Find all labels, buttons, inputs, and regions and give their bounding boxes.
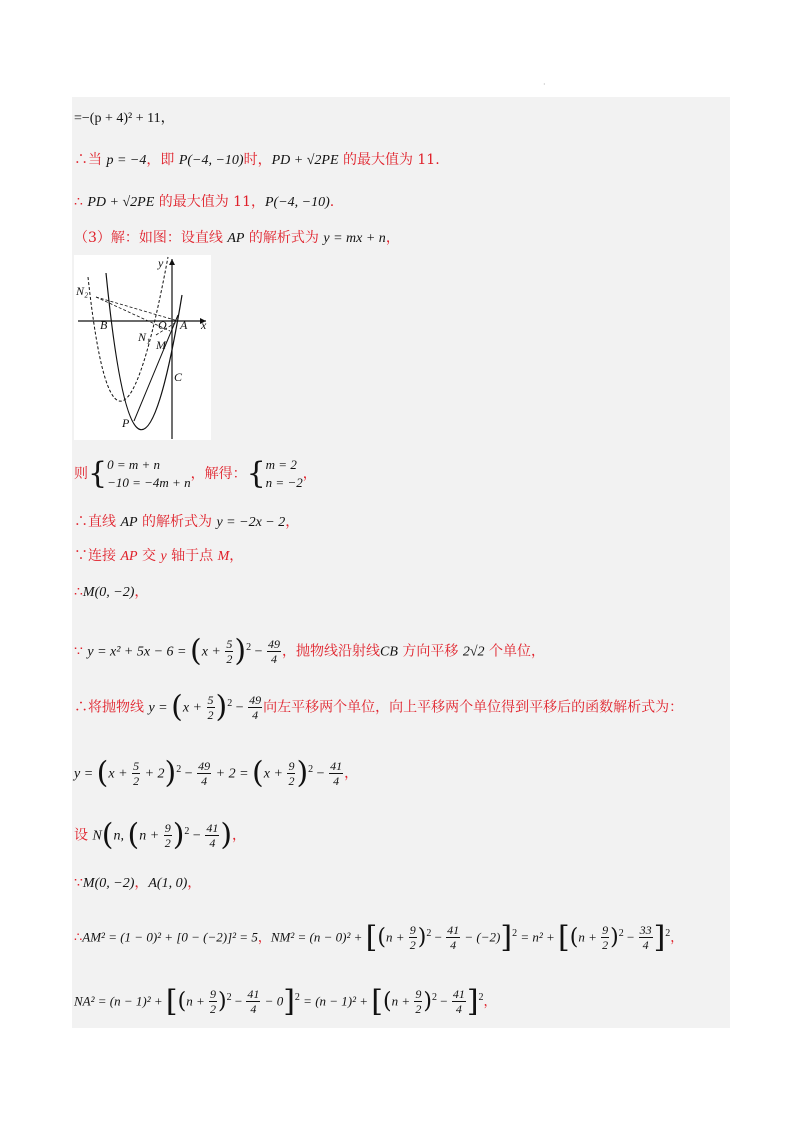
label-y: y bbox=[158, 256, 164, 270]
line-11: y = (x + $\frac{5}{2}$ + 2)$^2$ − $\frac{49}{4}$ + 2 = (x + $\frac{9}{2}$ )$^2$ − $\frac{41}{4}$ ， bbox=[74, 755, 359, 791]
label-p: P bbox=[122, 416, 130, 430]
label-b: B bbox=[100, 318, 108, 332]
original-parabola bbox=[106, 273, 182, 430]
label-c: C bbox=[174, 370, 183, 384]
line-9: ∵ y = x² + 5x − 6 = (x + $\frac{5}{2}$ )$^2$ − $\frac{49}{4}$ ，抛物线沿射线CB 方向平移 2√2 个单位， bbox=[74, 633, 545, 669]
line-7: ∵连接 AP 交 y 轴于点 M， bbox=[74, 548, 244, 564]
label-n2: N₂ bbox=[76, 284, 89, 298]
figure-svg bbox=[74, 255, 211, 440]
label-o: O bbox=[158, 318, 167, 332]
label-n1: N₁ bbox=[138, 330, 151, 344]
line-14: ∴AM² = (1 − 0)² + [0 − (−2)]² = 5，NM² = (n − 0)² + [(n + $\frac{9}{2}$ )$^2$ − $\frac{41}{4}$ − (−2)]$^2$ = n² + [(n + $\frac{9}{2}$ )$^2$ − $\frac{33}{4}$ ]$^2$， bbox=[74, 919, 684, 955]
line-3: ∴ PD + √2PE 的最大值为 11，P(−4, −10). bbox=[74, 194, 335, 210]
expr-1: =−(p + 4)² + 11， bbox=[74, 111, 175, 126]
parabola-figure bbox=[74, 255, 211, 440]
label-a: A bbox=[180, 318, 188, 332]
line-5: 则{ 0 = m + n −10 = −4m + n ，解得：{ m = 2 n = −2 ， bbox=[74, 456, 317, 491]
line-12: 设 N(n, (n + $\frac{9}{2}$ )$^2$ − $\frac{41}{4}$ )， bbox=[74, 817, 247, 853]
line-15: NA² = (n − 1)² + [(n + $\frac{9}{2}$ )$^2$ − $\frac{41}{4}$ − 0]$^2$ = (n − 1)² + [(n + $\frac{9}{2}$ )$^2$ − $\frac{41}{4}$ ]$^2$， bbox=[74, 983, 497, 1019]
y-arrow-icon bbox=[169, 259, 175, 265]
label-m: M bbox=[156, 338, 166, 352]
line-8: ∴M(0, −2)， bbox=[74, 584, 149, 600]
line-6: ∴直线 AP 的解析式为 y = −2x − 2， bbox=[74, 514, 300, 530]
line-4: （3）解：如图：设直线 AP 的解析式为 y = mx + n， bbox=[74, 230, 400, 246]
label-x: x bbox=[201, 318, 207, 332]
page-dot: · bbox=[543, 80, 546, 89]
line-13: ∵M(0, −2)，A(1, 0)， bbox=[74, 875, 202, 891]
line-1 bbox=[74, 108, 175, 129]
line-10: ∴将抛物线 y = (x + $\frac{5}{2}$ )$^2$ − $\frac{49}{4}$ 向左平移两个单位，向上平移两个单位得到平移后的函数解析式为： bbox=[74, 689, 684, 725]
line-2: ∴当 p = −4，即 P(−4, −10)时，PD + √2PE 的最大值为 11. bbox=[74, 152, 440, 168]
